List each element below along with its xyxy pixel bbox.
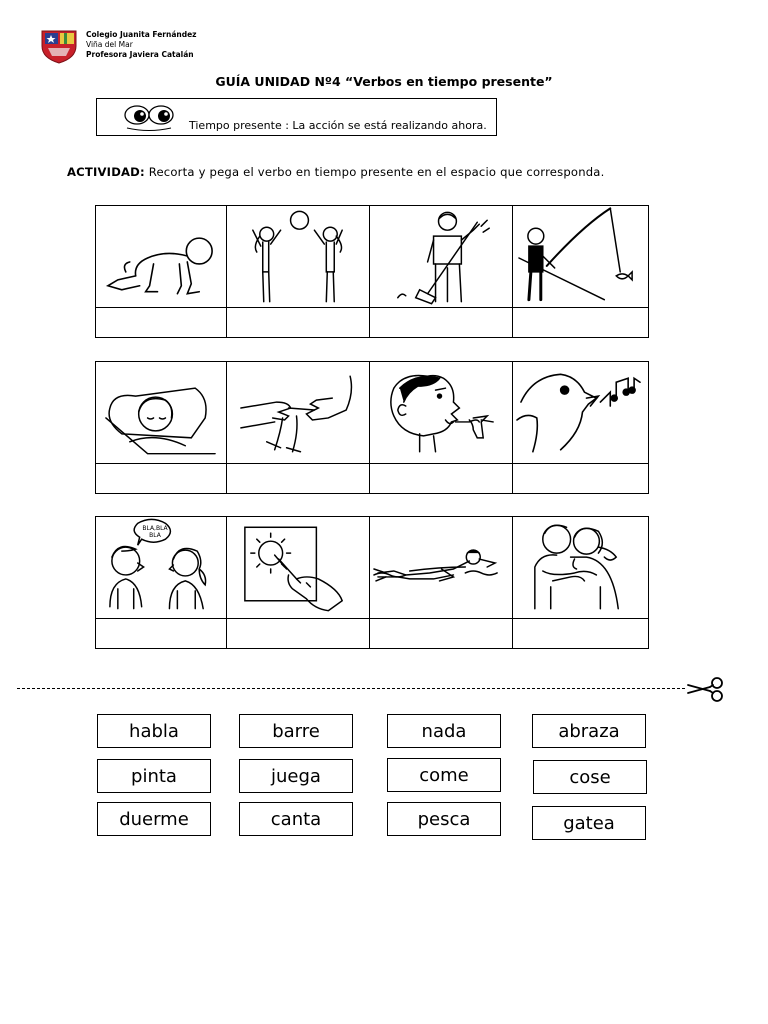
answer-slot[interactable] <box>227 464 370 494</box>
school-city: Viña del Mar <box>86 40 133 49</box>
answer-slot[interactable] <box>96 308 227 338</box>
picture-cell <box>370 517 513 619</box>
activity-instruction <box>67 165 605 179</box>
picture-table-row-1 <box>95 205 649 338</box>
picture-table-row-2 <box>95 361 649 494</box>
hands-sewing-icon <box>227 362 369 463</box>
eyes-icon <box>121 101 177 133</box>
baby-crawling-icon <box>96 206 226 307</box>
activity-text: Recorta y pega el verbo en tiempo presente en el espacio que corresponda. <box>144 165 605 179</box>
word-card-abraza[interactable]: abraza <box>532 714 646 748</box>
picture-cell <box>227 517 370 619</box>
word-card-duerme[interactable]: duerme <box>97 802 211 836</box>
answer-slot[interactable] <box>96 464 227 494</box>
answer-slot[interactable] <box>227 619 370 649</box>
word-card-habla[interactable]: habla <box>97 714 211 748</box>
speech-bubble-text: BLA,BLA BLA <box>142 525 168 539</box>
definition-text: Tiempo presente : La acción se está realizando ahora. <box>189 119 487 132</box>
boy-eating-icon <box>370 362 512 463</box>
word-card-come[interactable]: come <box>387 758 501 792</box>
page-title: GUÍA UNIDAD Nº4 “Verbos en tiempo presente” <box>215 74 553 89</box>
answer-slot[interactable] <box>370 308 513 338</box>
picture-cell <box>227 362 370 464</box>
word-card-gatea[interactable]: gatea <box>532 806 646 840</box>
children-playing-ball-icon <box>227 206 369 307</box>
picture-cell <box>96 517 227 619</box>
person-swimming-icon <box>370 517 512 618</box>
picture-cell <box>227 206 370 308</box>
school-crest-icon <box>40 28 78 64</box>
picture-table-row-3 <box>95 516 649 649</box>
bird-singing-icon <box>513 362 648 463</box>
answer-slot[interactable] <box>513 619 649 649</box>
person-fishing-icon <box>513 206 648 307</box>
definition-box <box>96 98 497 136</box>
answer-slot[interactable] <box>513 308 649 338</box>
picture-cell <box>370 206 513 308</box>
picture-cell <box>513 517 649 619</box>
word-card-pesca[interactable]: pesca <box>387 802 501 836</box>
picture-cell <box>96 206 227 308</box>
answer-slot[interactable] <box>370 464 513 494</box>
word-card-barre[interactable]: barre <box>239 714 353 748</box>
activity-label: ACTIVIDAD: <box>67 165 145 179</box>
people-hugging-icon <box>513 517 648 618</box>
word-card-canta[interactable]: canta <box>239 802 353 836</box>
word-card-juega[interactable]: juega <box>239 759 353 793</box>
girl-sleeping-icon <box>96 362 226 463</box>
school-name: Colegio Juanita Fernández <box>86 30 197 39</box>
picture-cell <box>370 362 513 464</box>
picture-cell <box>513 362 649 464</box>
hand-painting-sun-icon <box>227 517 369 618</box>
word-card-cose[interactable]: cose <box>533 760 647 794</box>
cut-line <box>17 688 685 689</box>
answer-slot[interactable] <box>227 308 370 338</box>
answer-slot[interactable] <box>96 619 227 649</box>
boy-sweeping-icon <box>370 206 512 307</box>
teacher-name: Profesora Javiera Catalán <box>86 50 194 59</box>
answer-slot[interactable] <box>513 464 649 494</box>
answer-slot[interactable] <box>370 619 513 649</box>
picture-cell <box>513 206 649 308</box>
scissors-icon <box>686 675 728 703</box>
picture-cell <box>96 362 227 464</box>
word-card-nada[interactable]: nada <box>387 714 501 748</box>
word-card-pinta[interactable]: pinta <box>97 759 211 793</box>
